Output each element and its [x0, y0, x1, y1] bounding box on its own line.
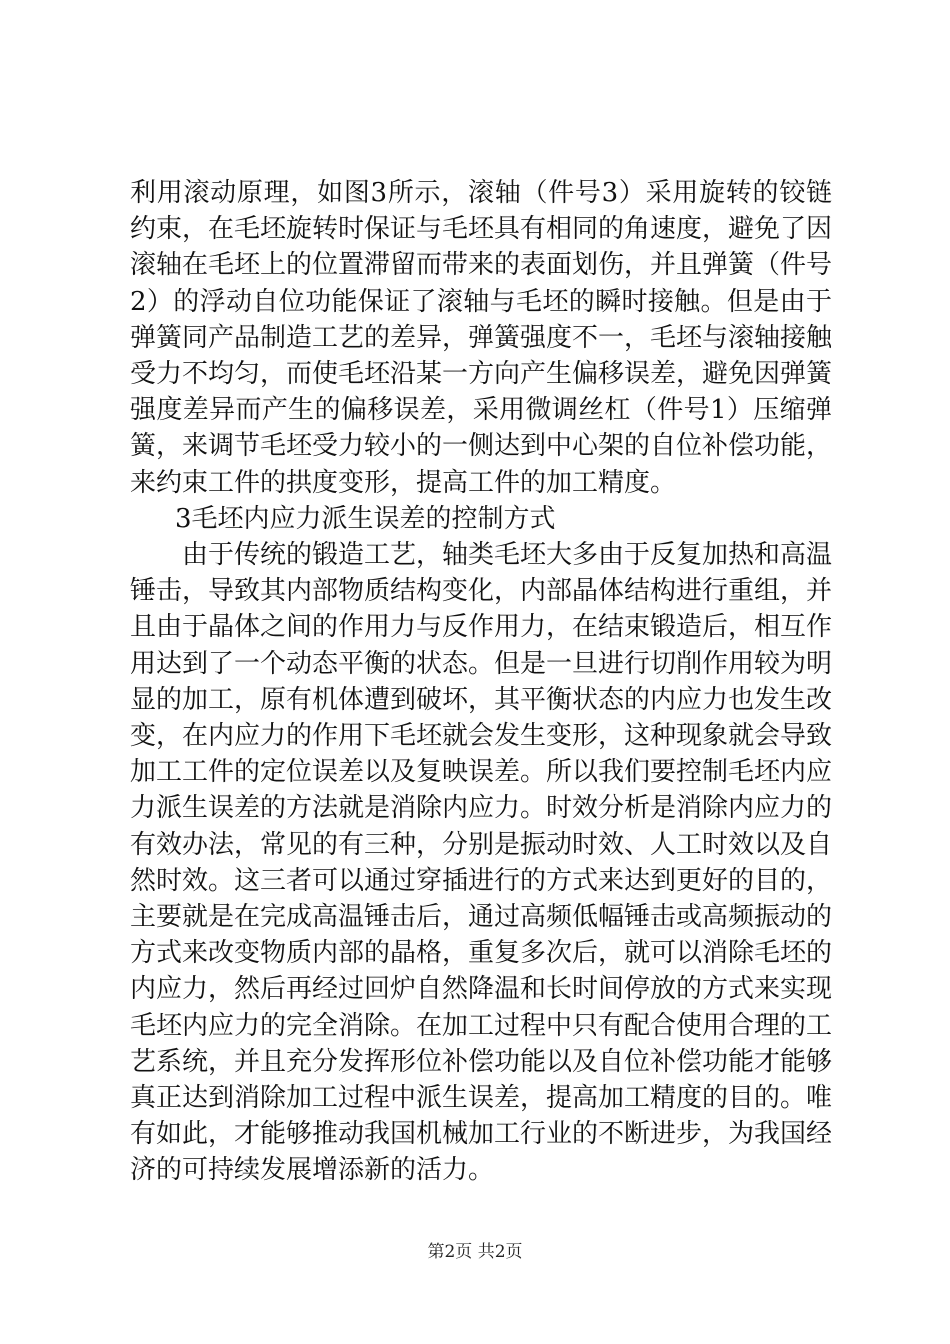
section-heading: 3毛坯内应力派生误差的控制方式 [175, 503, 556, 534]
paragraph-roller-principle: 利用滚动原理，如图3所示，滚轴（件号3）采用旋转的铰链约束，在毛坯旋转时保证与毛坯具有相同的角速度，避免了因滚轴在毛坯上的位置滞留而带来的表面划伤，并且弹簧（件号2）的浮动自位功能保证了滚轴与毛坯的瞬时接触。但是由于弹簧同产品制造工艺的差异，弹簧强度不一，毛坯与滚轴接触受力不均匀，而使毛坯沿某一方向产生偏移误差，避免因弹簧强度差异而产生的偏移误差，采用微调丝杠（件号1）压缩弹簧，来调节毛坯受力较小的一侧达到中心架的自位补偿功能，来约束工件的拱度变形，提高工件的加工精度。 [130, 178, 833, 498]
page-number-footer: 第2页 共2页 [427, 1242, 523, 1262]
document-body [130, 175, 832, 1189]
paragraph-internal-stress: 由于传统的锻造工艺，轴类毛坯大多由于反复加热和高温锤击，导致其内部物质结构变化，内部晶体结构进行重组，并且由于晶体之间的作用力与反作用力，在结束锻造后，相互作用达到了一个动态平衡的状态。但是一旦进行切削作用较为明显的加工，原有机体遭到破坏，其平衡状态的内应力也发生改变，在内应力的作用下毛坯就会发生变形，这种现象就会导致加工工件的定位误差以及复映误差。所以我们要控制毛坯内应力派生误差的方法就是消除内应力。时效分析是消除内应力的有效办法，常见的有三种，分别是振动时效、人工时效以及自然时效。这三者可以通过穿插进行的方式来达到更好的目的，主要就是在完成高温锤击后，通过高频低幅锤击或高频振动的方式来改变物质内部的晶格，重复多次后，就可以消除毛坯的内应力，然后再经过回炉自然降温和长时间停放的方式来实现毛坯内应力的完全消除。在加工过程中只有配合使用合理的工艺系统，并且充分发挥形位补偿功能以及自位补偿功能才能够真正达到消除加工过程中派生误差，提高加工精度的目的。唯有如此，才能够推动我国机械加工行业的不断进步，为我国经济的可持续发展增添新的活力。 [130, 540, 833, 1186]
